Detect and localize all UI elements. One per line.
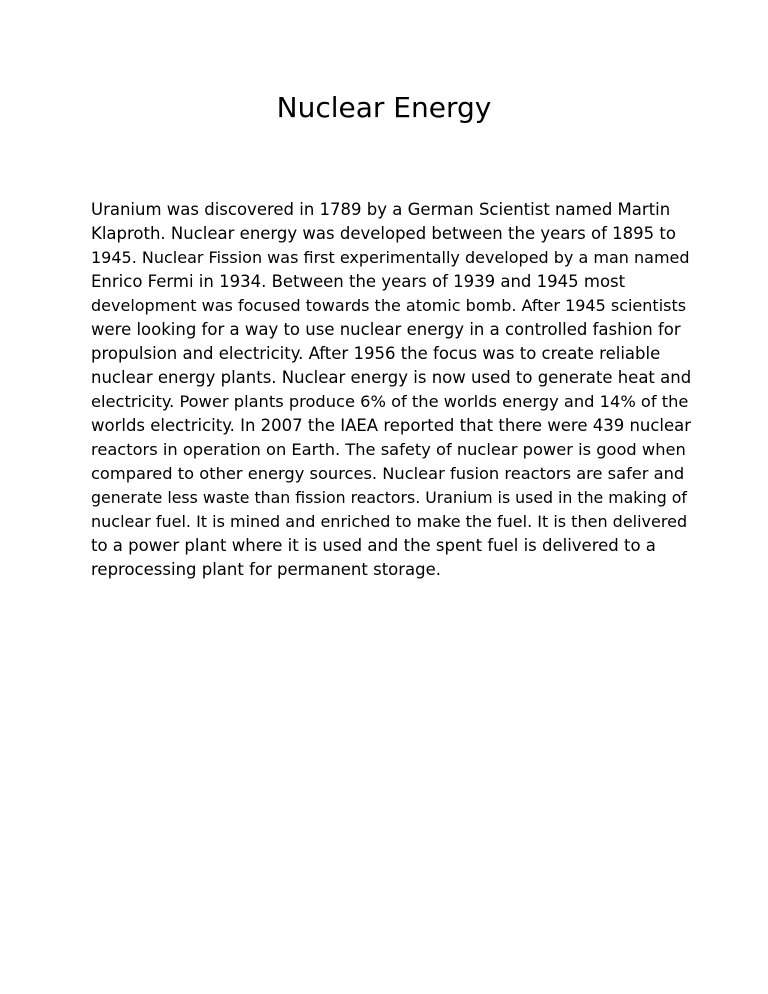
body-line: Klaproth. Nuclear energy was developed between the years of 1895 to	[91, 224, 676, 243]
body-line: reprocessing plant for permanent storage.	[91, 560, 442, 579]
body-line: compared to other energy sources. Nuclear fusion reactors are safer and	[91, 464, 685, 483]
body-line: propulsion and electricity. After 1956 the focus was to create reliable	[91, 344, 661, 363]
body-line: electricity. Power plants produce 6% of the worlds energy and 14% of the	[91, 392, 689, 411]
body-line: worlds electricity. In 2007 the IAEA reported that there were 439 nuclear	[91, 416, 692, 435]
body-line: nuclear energy plants. Nuclear energy is now used to generate heat and	[91, 368, 692, 387]
body-line: development was focused towards the atomic bomb. After 1945 scientists	[91, 296, 687, 315]
document-body	[91, 198, 691, 582]
body-line: nuclear fuel. It is mined and enriched to make the fuel. It is then delivered	[91, 512, 688, 531]
body-line: to a power plant where it is used and the spent fuel is delivered to a	[91, 536, 656, 555]
body-line: generate less waste than fission reactors. Uranium is used in the making of	[91, 488, 687, 507]
body-line: 1945. Nuclear Fission was first experimentally developed by a man named	[91, 248, 690, 267]
body-line: Enrico Fermi in 1934. Between the years of 1939 and 1945 most	[91, 272, 626, 291]
body-line: reactors in operation on Earth. The safety of nuclear power is good when	[91, 440, 686, 459]
body-line: were looking for a way to use nuclear energy in a controlled fashion for	[91, 320, 681, 339]
body-line: Uranium was discovered in 1789 by a German Scientist named Martin	[91, 200, 671, 219]
document-title: Nuclear Energy	[276, 91, 492, 124]
